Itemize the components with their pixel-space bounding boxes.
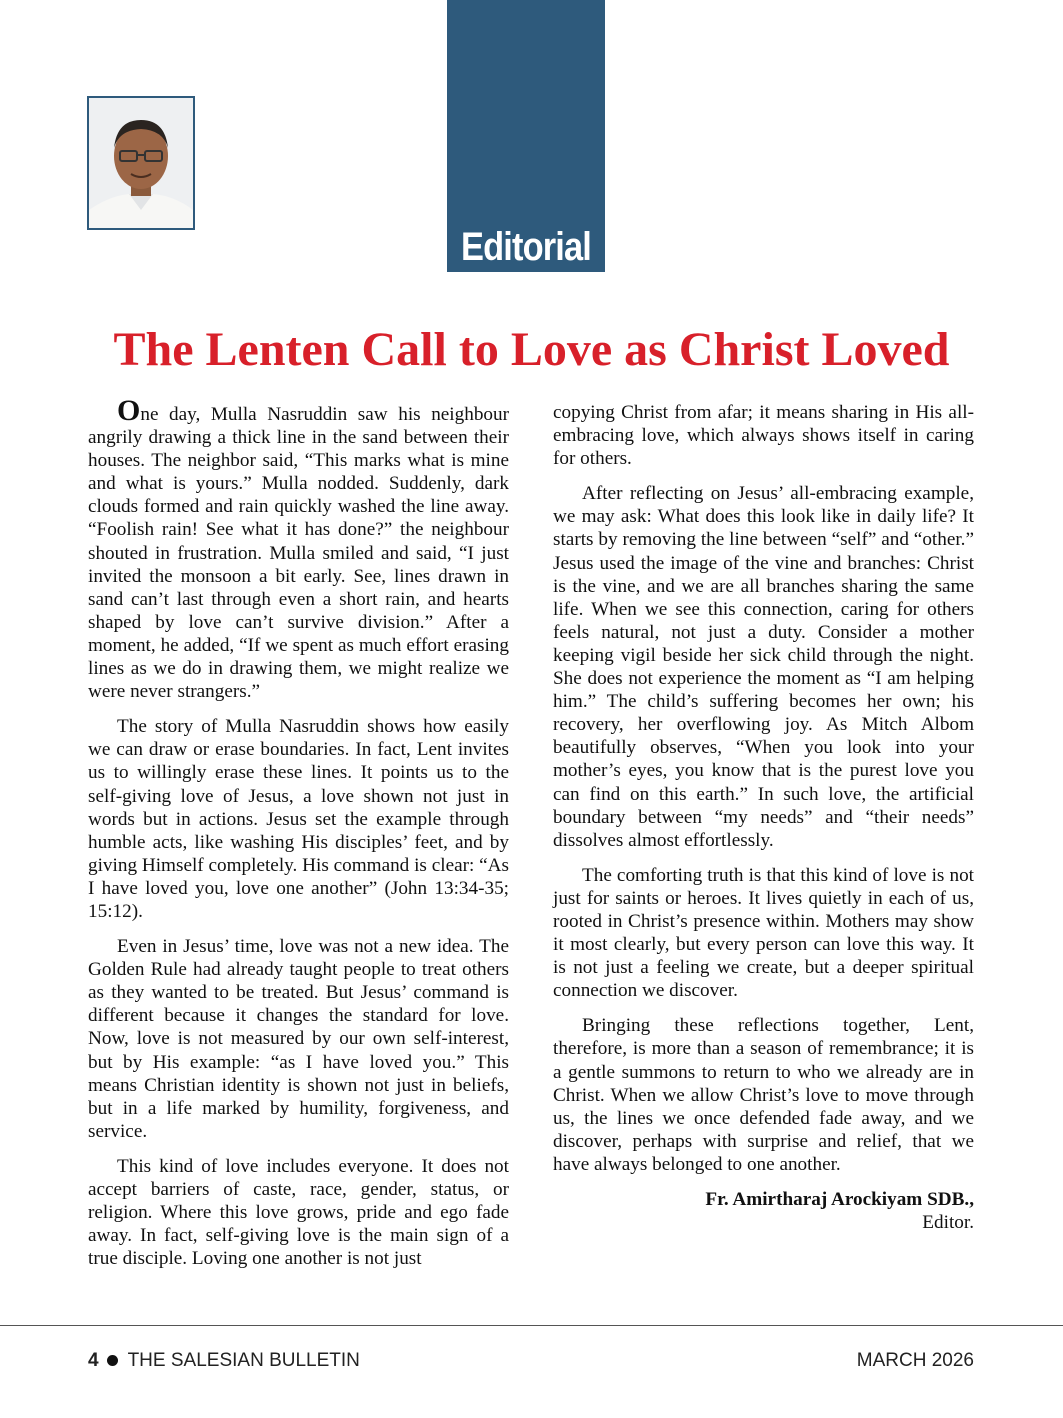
publication-name: THE SALESIAN BULLETIN: [127, 1350, 360, 1371]
article-paragraph: The story of Mulla Nasruddin shows how easily we can draw or erase boundaries. In fact, Lent invites us to willingly erase these lines. It points us to the self-giving love of Jesus, a love shown not just in words but in actions. Jesus set the example through humble acts, like washing His disciples’ feet, and by giving Himself completely. His command is clear: “As I have loved you, love one another” (John 13:34-35; 15:12).: [88, 716, 509, 922]
article-paragraph: Even in Jesus’ time, love was not a new idea. The Golden Rule had already taught people to treat others as they wanted to be treated. But Jesus’ command is different because it changes the standard for love. Now, love is not measured by our own self-interest, but by His example: “as I have loved you.” This means Christian identity is shown not just in beliefs, but in a life marked by humility, forgiveness, and service.: [88, 936, 509, 1142]
author-role: Editor.: [922, 1212, 974, 1234]
article-paragraph: [88, 394, 509, 703]
paragraph-text: ne day, Mulla Nasruddin saw his neighbour angrily drawing a thick line in the sand between their houses. The neighbor said, “This marks what is mine and what is yours.” Mulla nodded. Suddenly, dark clouds formed and rain quickly washed the line away. “Foolish rain! See what it has done?” the neighbour shouted in frustration. Mulla smiled and said, “I just invited the monsoon a bit early. See, lines drawn in sand can’t last through even a short rain, and hearts shaped by love can’t survive division.” After a moment, he added, “If we spent as much effort erasing lines as we do in drawing them, we might realize we were never strangers.”: [88, 404, 509, 703]
article-column-left: [88, 394, 509, 1282]
page-number: 4: [88, 1350, 99, 1371]
article-paragraph: copying Christ from afar; it means sharing in His all-embracing love, which always shows itself in caring for others.: [553, 402, 974, 470]
article-paragraph: The comforting truth is that this kind of love is not just for saints or heroes. It lives quietly in each of us, rooted in Christ’s presence within. Mothers may show it most clearly, but every person can love this way. It is not just a feeling we create, but a deeper spiritual connection we discover.: [553, 864, 974, 1002]
article-paragraph: Bringing these reflections together, Lent, therefore, is more than a season of remembrance; it is a gentle summons to return to who we already are in Christ. When we allow Christ’s love to move through us, the lines we once defended fade away, and we discover, perhaps with surprise and relief, that we have always belonged to one another.: [553, 1015, 974, 1175]
editorial-banner: [447, 0, 605, 272]
bullet-dot-icon: [107, 1355, 118, 1366]
article-column-right: [553, 401, 974, 1234]
author-name: Fr. Amirtharaj Arockiyam SDB.,: [705, 1189, 974, 1210]
signature: [553, 1188, 974, 1234]
author-portrait-icon: [89, 98, 193, 228]
drop-cap: O: [117, 394, 141, 427]
article-title: The Lenten Call to Love as Christ Loved: [113, 323, 950, 376]
section-label: Editorial: [461, 225, 591, 269]
article-paragraph: After reflecting on Jesus’ all-embracing example, we may ask: What does this look like in daily life? It starts by removing the line between “self” and “other.” Jesus used the image of the vine and branches: Christ is the vine, and we are all branches sharing the same life. When we see this connection, caring for others feels natural, not just a duty. Consider a mother keeping vigil beside her sick child through the night. She does not experience the moment as “I am helping him.” The child’s suffering becomes her own; his recovery, her overflowing joy. As Mitch Albom beautifully observes, “When you look into your mother’s eyes, you know that is the purest love you can find on this earth.” In such love, the artificial boundary between “my needs” and “their needs” dissolves almost effortlessly.: [553, 483, 974, 851]
article-paragraph: This kind of love includes everyone. It does not accept barriers of caste, race, gender, status, or religion. Where this love grows, pride and ego fade away. In fact, self-giving love is the main sign of a true disciple. Loving one another is not just: [88, 1155, 509, 1270]
author-photo: [87, 96, 195, 230]
issue-date: MARCH 2026: [856, 1350, 974, 1371]
footer-publication: [88, 1350, 360, 1372]
footer-divider: [0, 1325, 1063, 1326]
